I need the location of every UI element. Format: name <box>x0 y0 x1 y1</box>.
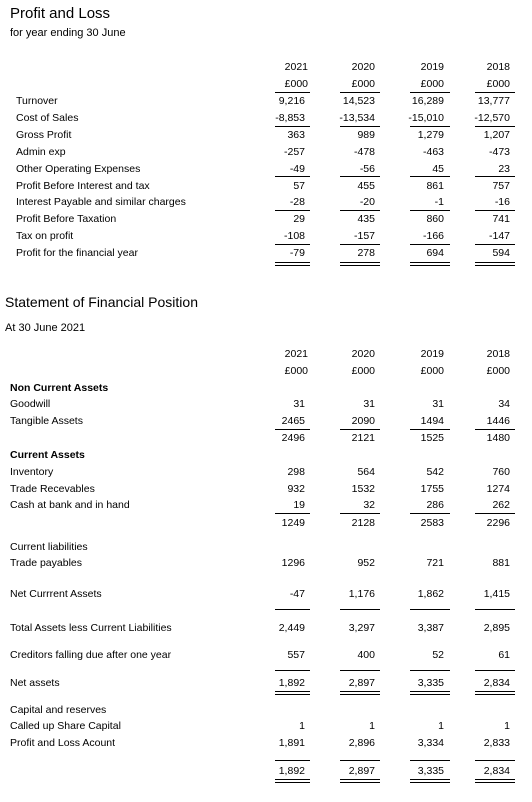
pl-row-label: Profit Before Taxation <box>16 213 117 225</box>
pl-row-value: 14,523 <box>342 95 375 107</box>
ca-total: 2128 <box>351 517 375 529</box>
sfp-subtitle: At 30 June 2021 <box>5 322 86 334</box>
pl-row-label: Gross Profit <box>16 129 72 141</box>
pl-account-value: 2,896 <box>348 737 375 749</box>
cash-value: 32 <box>363 499 375 511</box>
pl-row-value: 57 <box>293 180 305 192</box>
nca-total: 2121 <box>351 432 375 444</box>
goodwill-value: 34 <box>498 398 510 410</box>
receivables-value: 1274 <box>486 483 510 495</box>
goodwill-label: Goodwill <box>10 398 51 410</box>
pl-row-value: -473 <box>488 146 510 158</box>
ca-total: 2296 <box>486 517 510 529</box>
net-current-label: Net Currrent Assets <box>10 588 102 600</box>
sfp-year-header: 2020 <box>351 348 375 360</box>
pl-row-value: 594 <box>492 247 510 259</box>
sfp-year-header: 2018 <box>486 348 510 360</box>
inventory-value: 298 <box>287 466 305 478</box>
inventory-label: Inventory <box>10 466 54 478</box>
cash-label: Cash at bank and in hand <box>10 499 130 511</box>
pl-row-value: -15,010 <box>408 112 444 124</box>
sfp-unit-header: £000 <box>351 365 375 377</box>
total-less-cl-value: 2,895 <box>483 622 510 634</box>
pl-row-label: Admin exp <box>16 146 66 158</box>
pl-row-label: Interest Payable and similar charges <box>16 196 186 208</box>
sfp-unit-header: £000 <box>420 365 444 377</box>
sfp-title: Statement of Financial Position <box>5 294 198 310</box>
pl-row-value: 1,207 <box>483 129 510 141</box>
pl-row-value: -478 <box>353 146 375 158</box>
total-less-cl-value: 2,449 <box>278 622 305 634</box>
pl-row-value: -20 <box>359 196 375 208</box>
pl-row-value: 861 <box>426 180 444 192</box>
pl-row-value: -16 <box>494 196 510 208</box>
pl-row-value: 1,279 <box>417 129 444 141</box>
equity-total: 1,892 <box>278 765 305 777</box>
pl-row-value: 455 <box>357 180 375 192</box>
pl-row-value: -1 <box>434 196 444 208</box>
inventory-value: 760 <box>492 466 510 478</box>
pl-row-value: 757 <box>492 180 510 192</box>
pl-row-value: -8,853 <box>275 112 305 124</box>
share-capital-label: Called up Share Capital <box>10 720 121 732</box>
creditors-after-label: Creditors falling due after one year <box>10 649 172 661</box>
goodwill-value: 31 <box>363 398 375 410</box>
pl-row-label: Cost of Sales <box>16 112 79 124</box>
tangible-value: 2465 <box>281 415 305 427</box>
sfp-year-header: 2019 <box>420 348 444 360</box>
total-less-cl-label: Total Assets less Current Liabilities <box>10 622 172 634</box>
share-capital-value: 1 <box>369 720 375 732</box>
pl-row-value: -157 <box>353 230 375 242</box>
pl-account-value: 3,334 <box>417 737 444 749</box>
cr-heading: Capital and reserves <box>10 704 107 716</box>
pl-subtitle: for year ending 30 June <box>10 27 126 39</box>
pl-row-value: 13,777 <box>477 95 510 107</box>
cash-value: 262 <box>492 499 510 511</box>
pl-unit-header: £000 <box>284 78 308 90</box>
net-assets-value: 1,892 <box>278 677 305 689</box>
cl-heading: Current liabilities <box>10 541 88 553</box>
pl-row-value: -463 <box>422 146 444 158</box>
payables-value: 1296 <box>281 557 305 569</box>
tangible-value: 1446 <box>486 415 510 427</box>
pl-row-value: -49 <box>289 163 305 175</box>
creditors-after-value: 400 <box>357 649 375 661</box>
sfp-unit-header: £000 <box>486 365 510 377</box>
pl-year-header: 2021 <box>284 61 308 73</box>
nca-total: 2496 <box>281 432 305 444</box>
net-current-value: -47 <box>289 588 305 600</box>
share-capital-value: 1 <box>299 720 305 732</box>
net-assets-value: 2,897 <box>348 677 375 689</box>
net-current-value: 1,415 <box>483 588 510 600</box>
pl-row-value: -12,570 <box>474 112 510 124</box>
pl-row-value: 694 <box>426 247 444 259</box>
nca-total: 1480 <box>486 432 510 444</box>
pl-row-label: Profit for the financial year <box>16 247 138 259</box>
total-less-cl-value: 3,387 <box>417 622 444 634</box>
pl-row-value: 989 <box>357 129 375 141</box>
pl-row-value: 860 <box>426 213 444 225</box>
pl-row-value: -28 <box>289 196 305 208</box>
share-capital-value: 1 <box>504 720 510 732</box>
payables-label: Trade payables <box>10 557 82 569</box>
pl-row-value: -79 <box>289 247 305 259</box>
pl-row-label: Tax on profit <box>16 230 74 242</box>
nca-total: 1525 <box>420 432 444 444</box>
pl-row-value: -147 <box>488 230 510 242</box>
pl-unit-header: £000 <box>351 78 375 90</box>
pl-row-value: 363 <box>287 129 305 141</box>
pl-year-header: 2020 <box>351 61 375 73</box>
pl-row-value: -257 <box>283 146 305 158</box>
pl-row-value: 29 <box>293 213 305 225</box>
equity-total: 2,897 <box>348 765 375 777</box>
equity-total: 2,834 <box>483 765 510 777</box>
pl-row-value: -56 <box>359 163 375 175</box>
creditors-after-value: 557 <box>287 649 305 661</box>
pl-year-header: 2019 <box>420 61 444 73</box>
sfp-year-header: 2021 <box>284 348 308 360</box>
pl-account-value: 1,891 <box>278 737 305 749</box>
goodwill-value: 31 <box>293 398 305 410</box>
pl-row-value: 278 <box>357 247 375 259</box>
pl-row-value: 45 <box>432 163 444 175</box>
net-current-value: 1,176 <box>348 588 375 600</box>
ca-heading: Current Assets <box>10 449 85 461</box>
inventory-value: 564 <box>357 466 375 478</box>
pl-row-value: -166 <box>422 230 444 242</box>
pl-unit-header: £000 <box>420 78 444 90</box>
pl-row-value: -13,534 <box>339 112 375 124</box>
payables-value: 721 <box>426 557 444 569</box>
pl-row-label: Other Operating Expenses <box>16 163 141 175</box>
creditors-after-value: 52 <box>432 649 444 661</box>
tangible-value: 1494 <box>420 415 444 427</box>
net-assets-label: Net assets <box>10 677 60 689</box>
cash-value: 286 <box>426 499 444 511</box>
receivables-label: Trade Recevables <box>10 483 95 495</box>
pl-row-label: Profit Before Interest and tax <box>16 180 150 192</box>
payables-value: 881 <box>492 557 510 569</box>
tangible-value: 2090 <box>351 415 375 427</box>
pl-row-value: 23 <box>498 163 510 175</box>
net-current-value: 1,862 <box>417 588 444 600</box>
pl-row-value: 741 <box>492 213 510 225</box>
pl-row-label: Turnover <box>16 95 58 107</box>
pl-title: Profit and Loss <box>10 5 111 22</box>
pl-unit-header: £000 <box>486 78 510 90</box>
cash-value: 19 <box>293 499 305 511</box>
ca-total: 1249 <box>281 517 305 529</box>
net-assets-value: 2,834 <box>483 677 510 689</box>
tangible-label: Tangible Assets <box>10 415 83 427</box>
pl-row-value: 435 <box>357 213 375 225</box>
receivables-value: 932 <box>287 483 305 495</box>
receivables-value: 1532 <box>351 483 375 495</box>
pl-account-value: 2,833 <box>483 737 510 749</box>
receivables-value: 1755 <box>420 483 444 495</box>
sfp-unit-header: £000 <box>284 365 308 377</box>
pl-row-value: -108 <box>283 230 305 242</box>
pl-row-value: 16,289 <box>411 95 444 107</box>
nca-heading: Non Current Assets <box>10 382 109 394</box>
payables-value: 952 <box>357 557 375 569</box>
share-capital-value: 1 <box>438 720 444 732</box>
ca-total: 2583 <box>420 517 444 529</box>
equity-total: 3,335 <box>417 765 444 777</box>
pl-year-header: 2018 <box>486 61 510 73</box>
net-assets-value: 3,335 <box>417 677 444 689</box>
pl-account-label: Profit and Loss Acount <box>10 737 116 749</box>
total-less-cl-value: 3,297 <box>348 622 375 634</box>
creditors-after-value: 61 <box>498 649 510 661</box>
inventory-value: 542 <box>426 466 444 478</box>
goodwill-value: 31 <box>432 398 444 410</box>
pl-row-value: 9,216 <box>278 95 305 107</box>
